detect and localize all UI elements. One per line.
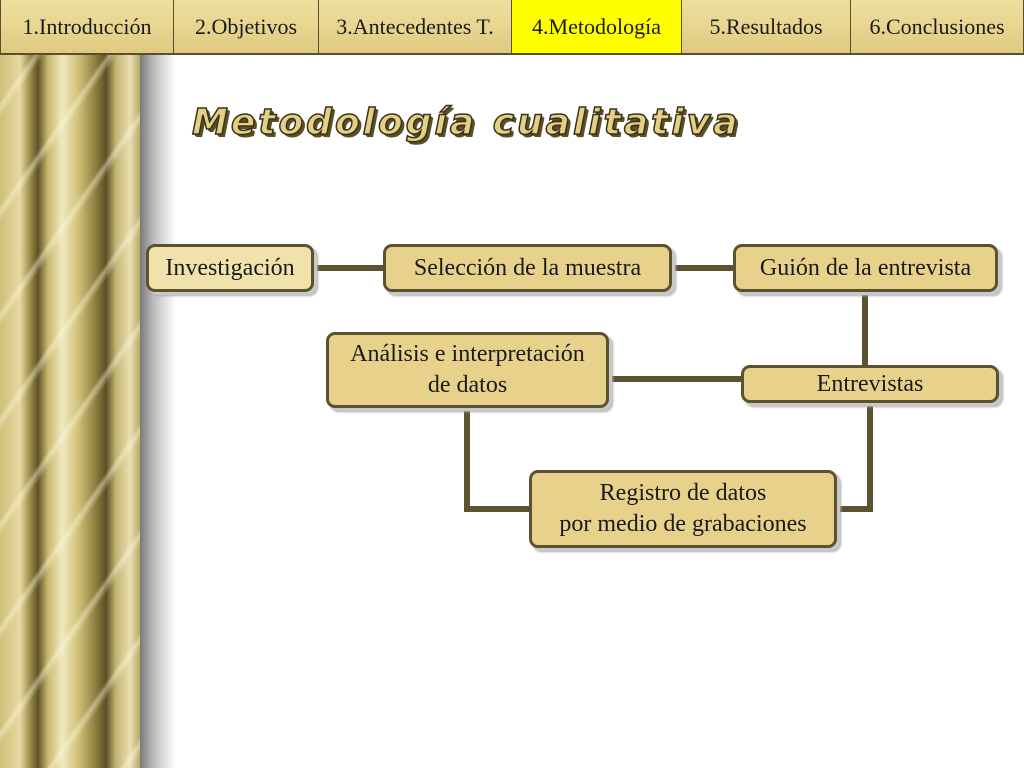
tab-resultados[interactable]: 5.Resultados (682, 0, 851, 53)
node-registro-line2: por medio de grabaciones (559, 511, 807, 537)
node-entrevistas (741, 365, 999, 403)
slide-title: Metodología cualitativa (192, 102, 741, 143)
node-registro-datos (529, 470, 837, 548)
tab-metodologia[interactable]: 4.Metodología (512, 0, 682, 53)
node-investigacion-label: Investigación (165, 254, 295, 281)
node-analisis-interpretacion (326, 332, 609, 408)
tab-antecedentes[interactable]: 3.Antecedentes T. (319, 0, 512, 53)
node-guion-label: Guión de la entrevista (759, 254, 972, 281)
node-guion-entrevista (733, 244, 998, 292)
node-analisis-line1: Análisis e interpretación (350, 341, 585, 367)
node-seleccion-muestra (383, 244, 672, 292)
tab-conclusiones[interactable]: 6.Conclusiones (851, 0, 1024, 53)
node-entrevistas-label: Entrevistas (816, 370, 924, 397)
connector-entrevistas-registro (836, 402, 870, 509)
tab-objetivos[interactable]: 2.Objetivos (174, 0, 319, 53)
connector-analisis-registro (467, 406, 531, 509)
node-analisis-line2: de datos (427, 372, 508, 398)
node-investigacion (146, 244, 314, 292)
tab-introduccion[interactable]: 1.Introducción (0, 0, 174, 53)
node-registro-line1: Registro de datos (599, 480, 767, 506)
node-seleccion-label: Selección de la muestra (413, 254, 642, 281)
